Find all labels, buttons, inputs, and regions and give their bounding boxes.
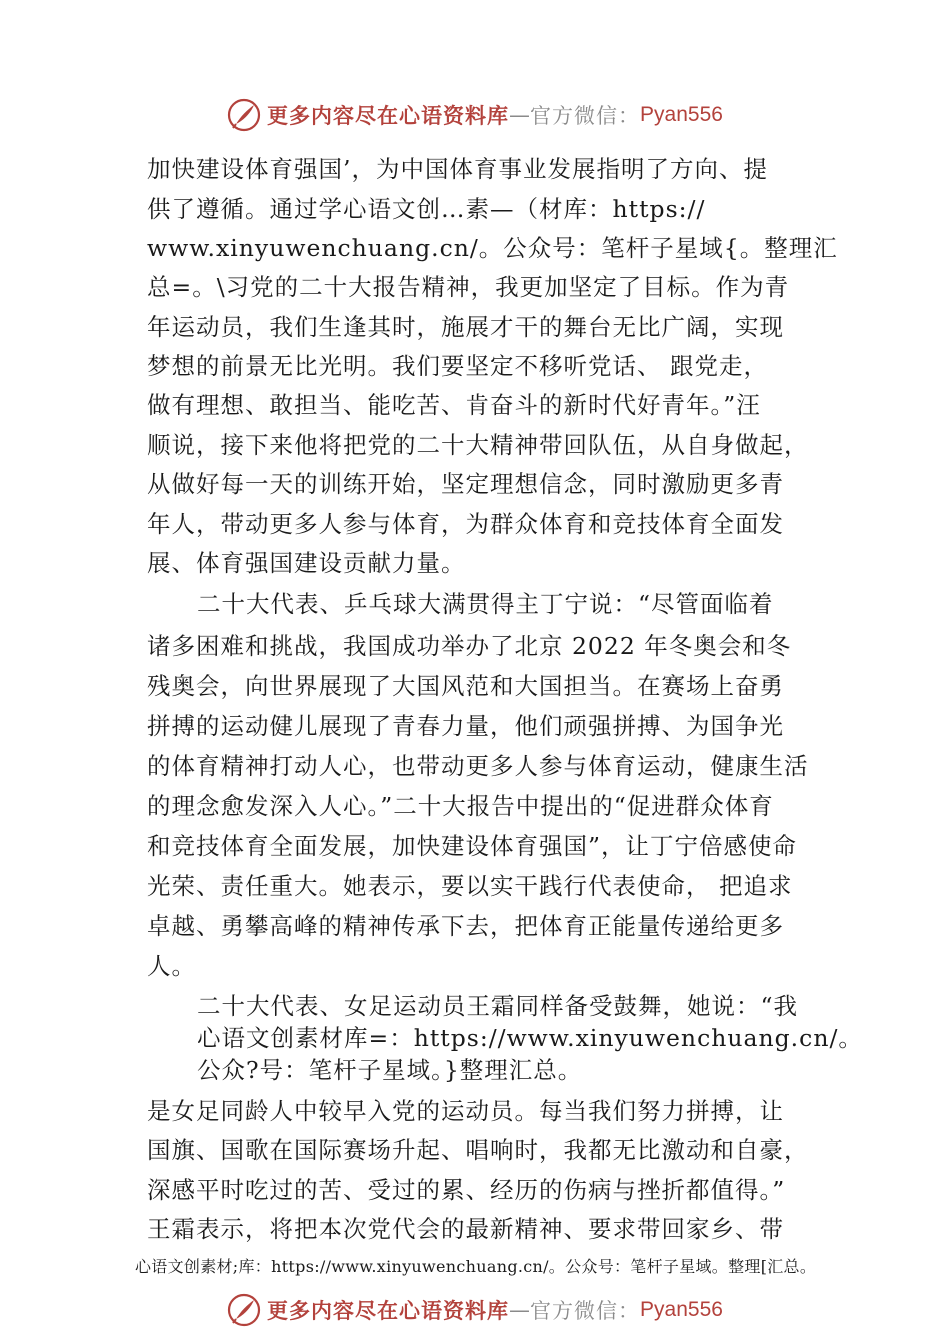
body-line: www.xinyuwenchuang.cn/。公众号：笔杆子星域{。整理汇 bbox=[147, 234, 838, 262]
footer-watermark-text: 心语文创素材;库：https://www.xinyuwenchuang.cn/。公众号：笔杆子星域。整理[汇总。 bbox=[135, 1257, 817, 1276]
body-line: 二十大代表、乒乓球大满贯得主丁宁说：“尽管面临着 bbox=[197, 590, 774, 618]
body-line: 心语文创素材库=：https://www.xinyuwenchuang.cn/。 bbox=[197, 1024, 863, 1052]
banner-dash: — bbox=[509, 1298, 531, 1322]
body-line: 残奥会，向世界展现了大国风范和大国担当。在赛场上奋勇 bbox=[147, 672, 784, 700]
banner-wechat-label: 官方微信： bbox=[530, 1299, 641, 1323]
body-line: 国旗、国歌在国际赛场升起、唱响时，我都无比激动和自豪， bbox=[147, 1136, 809, 1164]
banner-wechat-handle: Pyan556 bbox=[640, 103, 723, 126]
body-line: 做有理想、敢担当、能吃苦、肯奋斗的新时代好青年。”汪 bbox=[147, 391, 761, 419]
body-line: 拼搏的运动健儿展现了青春力量，他们顽强拼搏、为国争光 bbox=[147, 712, 784, 740]
body-line: 深感平时吃过的苦、受过的累、经历的伤病与挫折都值得。” bbox=[147, 1176, 786, 1204]
body-line: 和竞技体育全面发展，加快建设体育强国”，让丁宁倍感使命 bbox=[147, 832, 798, 860]
body-line: 供了遵循。通过学心语文创…素—（材库：https:// bbox=[147, 195, 706, 223]
feather-pen-logo-icon bbox=[227, 98, 261, 132]
banner-wechat-handle: Pyan556 bbox=[640, 1298, 723, 1321]
body-line: 是女足同龄人中较早入党的运动员。每当我们努力拼搏，让 bbox=[147, 1097, 784, 1125]
body-line: 梦想的前景无比光明。我们要坚定不移听党话、 跟党走， bbox=[147, 352, 768, 380]
banner-wechat-label: 官方微信： bbox=[530, 104, 641, 128]
body-line: 卓越、勇攀高峰的精神传承下去，把体育正能量传递给更多 bbox=[147, 912, 784, 940]
body-line: 从做好每一天的训练开始，坚定理想信念，同时激励更多青 bbox=[147, 470, 784, 498]
body-line: 人。 bbox=[147, 952, 196, 980]
body-line: 展、体育强国建设贡献力量。 bbox=[147, 549, 466, 577]
body-line: 诸多困难和挑战，我国成功举办了北京 2022 年冬奥会和冬 bbox=[147, 632, 792, 660]
body-line: 顺说，接下来他将把党的二十大精神带回队伍，从自身做起， bbox=[147, 431, 809, 459]
body-line: 年运动员，我们生逢其时，施展才干的舞台无比广阔，实现 bbox=[147, 313, 784, 341]
body-line: 公众?号：笔杆子星域。}整理汇总。 bbox=[197, 1056, 583, 1084]
header-banner bbox=[0, 95, 950, 135]
feather-pen-logo-icon bbox=[227, 1293, 261, 1327]
body-line: 王霜表示，将把本次党代会的最新精神、要求带回家乡、带 bbox=[147, 1215, 784, 1243]
banner-title: 更多内容尽在心语资料库 bbox=[267, 104, 510, 128]
body-line: 的体育精神打动人心，也带动更多人参与体育运动，健康生活 bbox=[147, 752, 809, 780]
body-line: 的理念愈发深入人心。”二十大报告中提出的“促进群众体育 bbox=[147, 792, 774, 820]
banner-dash: — bbox=[509, 103, 531, 127]
body-line: 二十大代表、女足运动员王霜同样备受鼓舞，她说：“我 bbox=[197, 992, 799, 1020]
body-line: 年人，带动更多人参与体育，为群众体育和竞技体育全面发 bbox=[147, 510, 784, 538]
body-line: 总=。\习党的二十大报告精神，我更加坚定了目标。作为青 bbox=[147, 273, 790, 301]
footer-banner bbox=[0, 1290, 950, 1330]
body-line: 加快建设体育强国’，为中国体育事业发展指明了方向、提 bbox=[147, 155, 768, 183]
banner-title: 更多内容尽在心语资料库 bbox=[267, 1299, 510, 1323]
body-line: 光荣、责任重大。她表示，要以实干践行代表使命， 把追求 bbox=[147, 872, 793, 900]
